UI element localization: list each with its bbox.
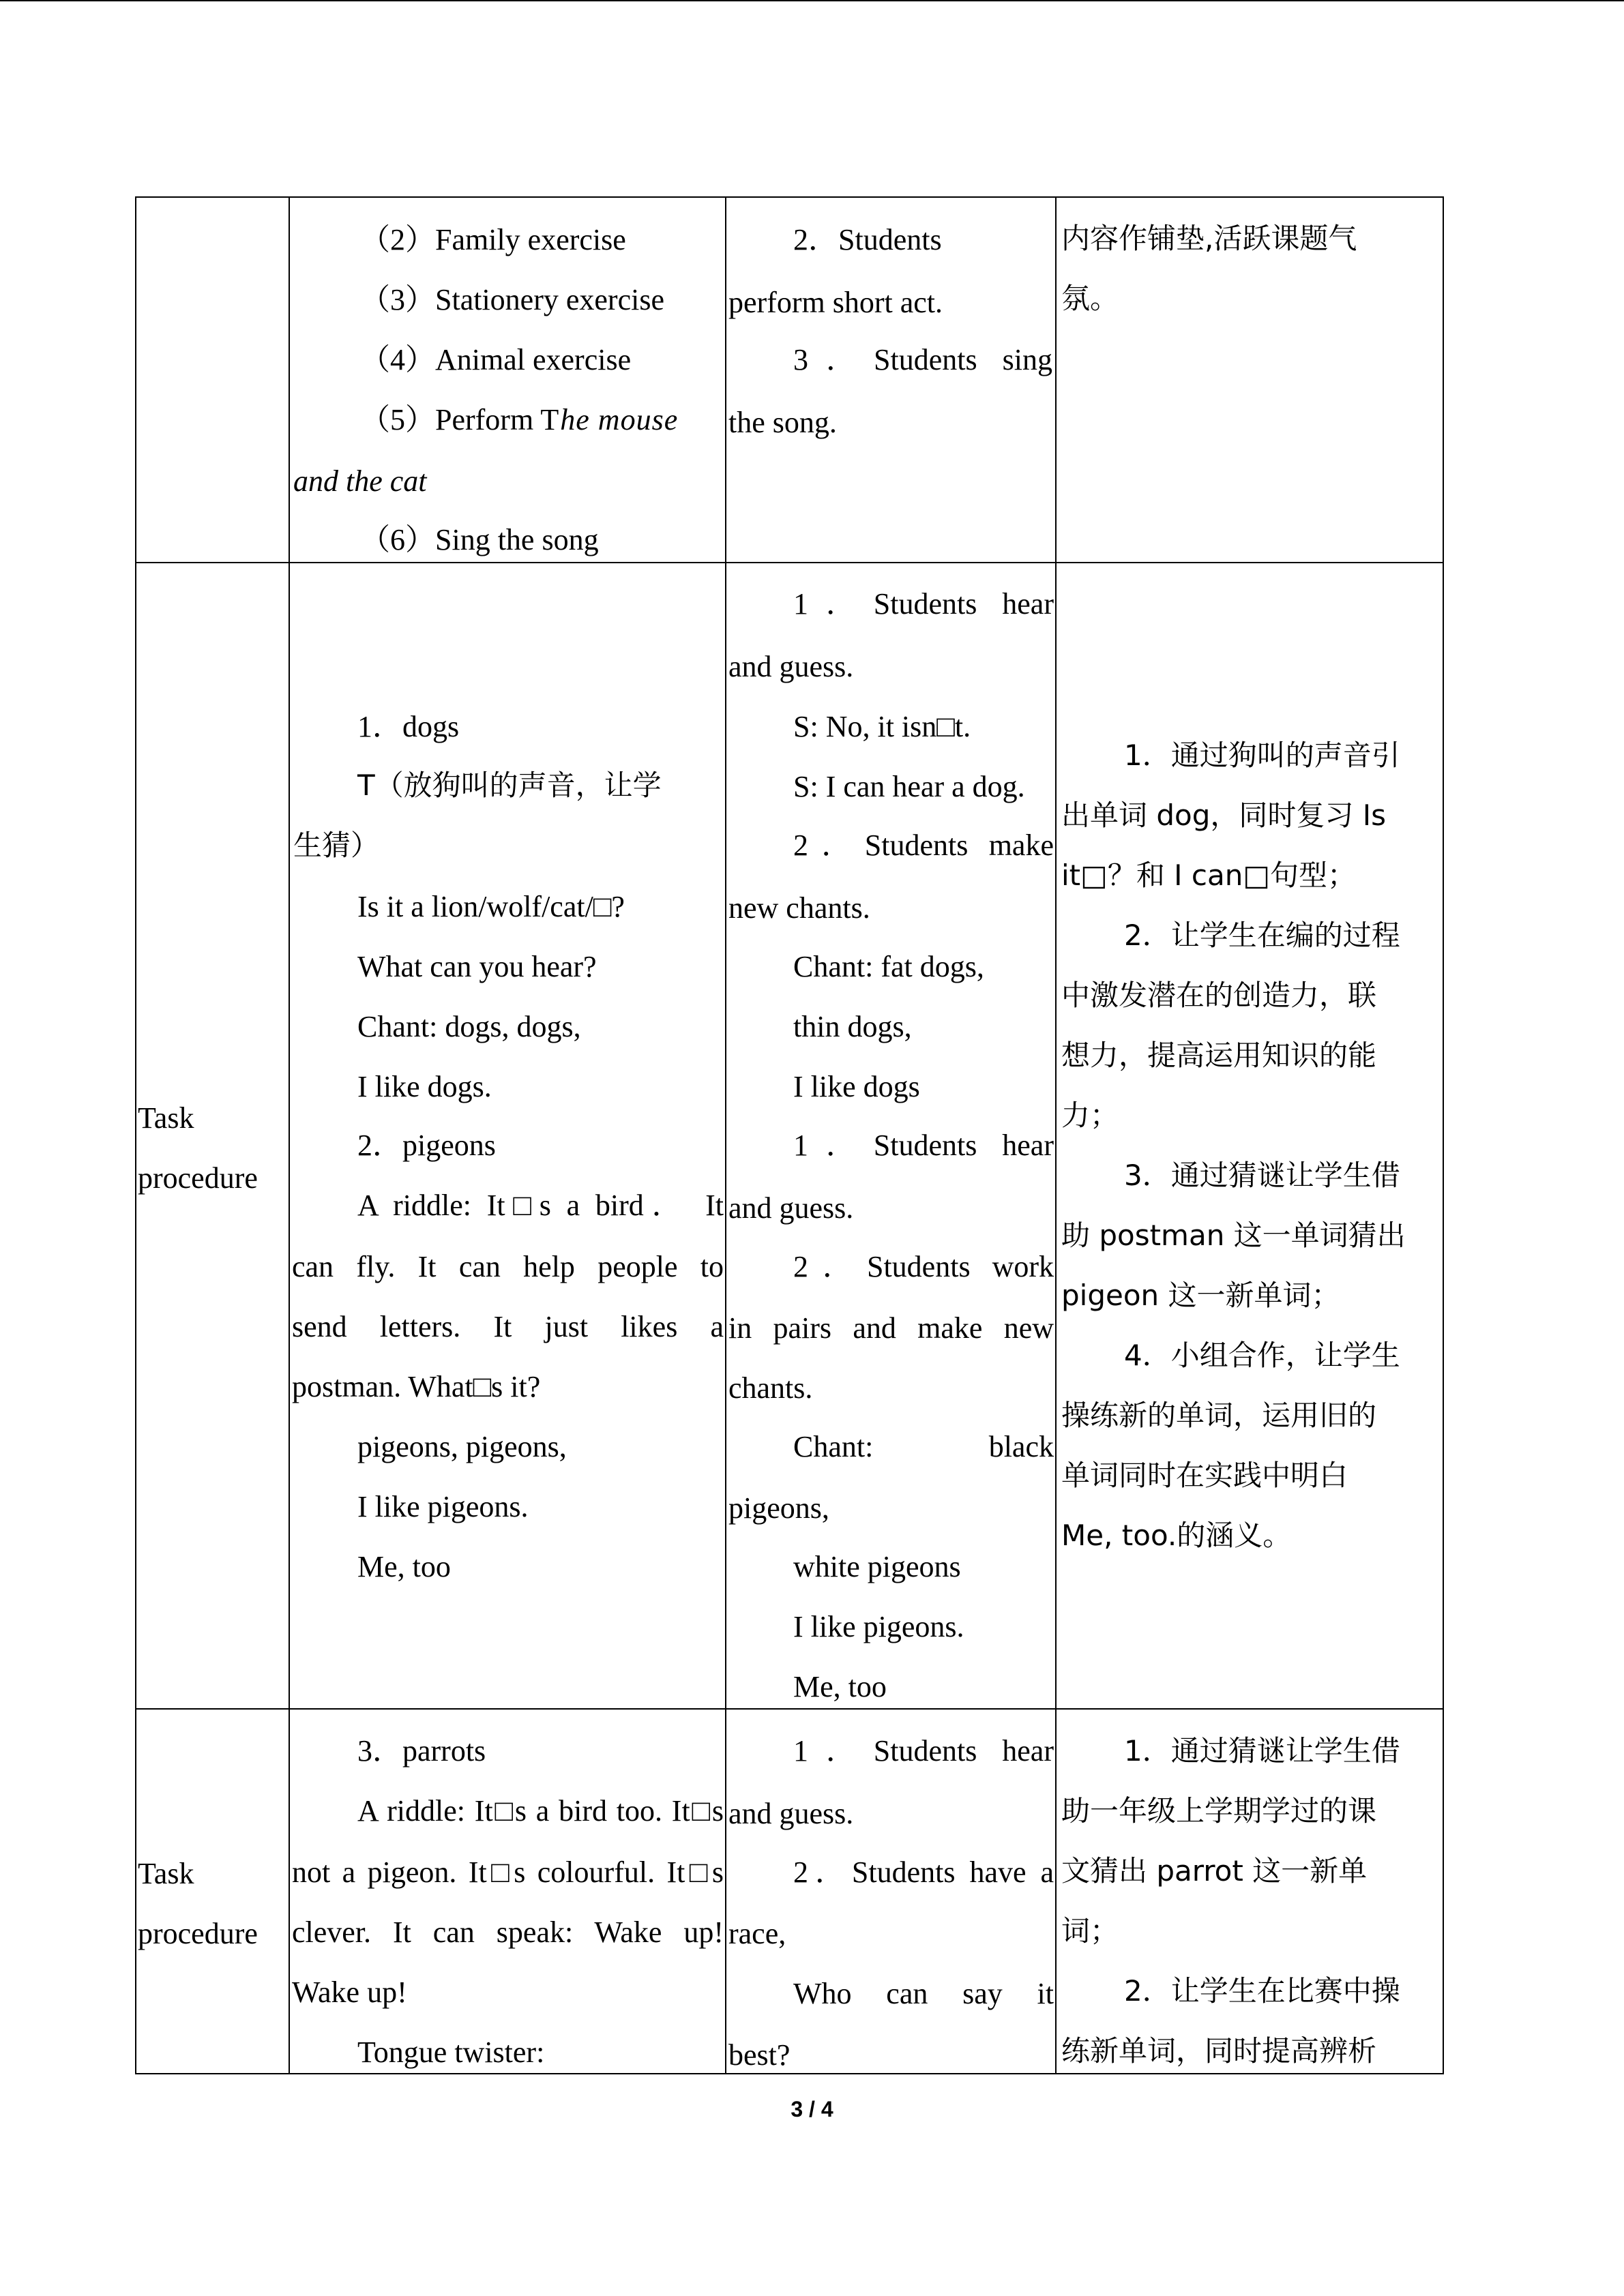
step-text: Me, too <box>357 1550 451 1583</box>
step-text: I like dogs. <box>357 1070 492 1103</box>
purpose-text: Me, too.的涵义。 <box>1061 1519 1292 1552</box>
column-border <box>1055 196 1057 2074</box>
row-divider <box>135 1708 1444 1710</box>
step-text: postman. What□s it? <box>292 1370 541 1403</box>
student-activity-text: and guess. <box>728 1797 854 1830</box>
step-text: Is it a lion/wolf/cat/□? <box>357 890 625 923</box>
purpose-text: 力； <box>1061 1099 1119 1132</box>
column-border <box>289 196 290 2074</box>
student-activity-text: perform short act. <box>728 286 943 319</box>
student-activity-text: new chants. <box>728 891 870 925</box>
student-activity-text: thin dogs, <box>793 1010 912 1043</box>
student-activity-line: 3．Students sing <box>793 343 1053 376</box>
student-activity-text: best? <box>728 2038 791 2072</box>
column-border <box>1443 196 1444 2074</box>
student-activity-line: 1．Students hear <box>793 1129 1054 1162</box>
student-activity-line: 1．Students hear <box>793 1734 1054 1768</box>
row-label: Task <box>138 1101 194 1135</box>
student-activity-text: and guess. <box>728 650 854 683</box>
step-text: can fly. It can help people to <box>292 1250 724 1283</box>
purpose-text: 2．让学生在编的过程 <box>1124 919 1400 952</box>
column-border <box>135 196 136 2074</box>
purpose-text: 1．通过猜谜让学生借 <box>1124 1734 1400 1768</box>
step-text: pigeons, pigeons, <box>357 1430 567 1463</box>
step-perform: （5）Perform The mouse <box>360 403 679 436</box>
student-activity-text: pigeons, <box>728 1491 829 1525</box>
purpose-text: 单词同时在实践中明白 <box>1061 1459 1348 1492</box>
student-activity-text: I like pigeons. <box>793 1610 964 1643</box>
step-text: Wake up! <box>292 1976 407 2009</box>
purpose-text: 1．通过狗叫的声音引 <box>1124 739 1400 772</box>
purpose-text: 操练新的单词，运用旧的 <box>1061 1399 1377 1432</box>
purpose-text: 内容作铺垫,活跃课题气 <box>1061 222 1357 255</box>
step-text: A riddle: It□s a bird too. It□s <box>357 1794 724 1828</box>
step-animal-exercise: （4）Animal exercise <box>360 343 632 376</box>
student-activity-text: white pigeons <box>793 1550 961 1583</box>
table-top-border <box>135 196 1444 198</box>
purpose-text: it□？和 I can□句型； <box>1061 859 1357 892</box>
step-text: Tongue twister: <box>357 2036 545 2069</box>
step-sing-song: （6）Sing the song <box>360 523 599 556</box>
purpose-text: 想力，提高运用知识的能 <box>1061 1039 1377 1072</box>
student-activity-text: Chant: fat dogs, <box>793 950 984 983</box>
purpose-text: 出单词 dog，同时复习 Is <box>1061 799 1386 832</box>
student-activity-text: 2．Students <box>793 223 942 256</box>
purpose-text: 2．让学生在比赛中操 <box>1124 1974 1400 2008</box>
step-text: What can you hear? <box>357 950 597 983</box>
row-divider <box>135 562 1444 563</box>
purpose-text: 助一年级上学期学过的课 <box>1061 1794 1377 1828</box>
student-activity-line: 2．Students work <box>793 1250 1054 1283</box>
step-text: 3．parrots <box>357 1734 486 1768</box>
step-family-exercise: （2）Family exercise <box>360 223 626 256</box>
step-text: send letters. It just likes a <box>292 1310 724 1343</box>
purpose-text: 中激发潜在的创造力，联 <box>1061 979 1377 1012</box>
step-text: 1．dogs <box>357 710 460 743</box>
purpose-text: pigeon 这一新单词； <box>1061 1279 1340 1312</box>
step-text: I like pigeons. <box>357 1490 529 1523</box>
purpose-text: 氛。 <box>1061 282 1119 315</box>
student-activity-line: 2．Students make <box>793 829 1054 862</box>
step-text: 生猜） <box>293 829 380 862</box>
student-activity-text: Who can say it <box>793 1977 1054 2010</box>
purpose-text: 词； <box>1061 1914 1119 1948</box>
student-activity-text: race, <box>728 1917 786 1950</box>
purpose-text: 助 postman 这一单词猜出 <box>1061 1219 1406 1252</box>
page-top-border <box>0 0 1624 1</box>
student-activity-text: 2．Students have a <box>793 1855 1054 1889</box>
step-text: A riddle: It□s a bird． It <box>357 1189 724 1222</box>
student-activity-text: I like dogs <box>793 1070 920 1103</box>
page-number: 3 / 4 <box>791 2097 833 2121</box>
step-text: not a pigeon. It□s colourful. It□s <box>292 1855 724 1889</box>
purpose-text: 4．小组合作，让学生 <box>1124 1339 1400 1372</box>
row-label: Task <box>138 1857 194 1890</box>
step-text: Chant: dogs, dogs, <box>357 1010 581 1043</box>
student-activity-text: the song. <box>728 406 837 439</box>
step-text: clever. It can speak: Wake up! <box>292 1915 724 1949</box>
student-activity-text: S: I can hear a dog. <box>793 770 1025 803</box>
student-activity-text: S: No, it isn□t. <box>793 710 971 743</box>
step-text: T（放狗叫的声音，让学 <box>357 769 662 802</box>
column-border <box>725 196 726 2074</box>
row-label: procedure <box>138 1161 258 1195</box>
student-activity-line: 1．Students hear <box>793 587 1054 621</box>
student-activity-line: Chant: black <box>793 1430 1054 1463</box>
student-activity-text: Me, too <box>793 1670 887 1703</box>
row-label: procedure <box>138 1917 258 1950</box>
step-perform-title-cont: and the cat <box>293 464 427 498</box>
step-text: 2．pigeons <box>357 1129 496 1162</box>
step-stationery-exercise: （3）Stationery exercise <box>360 283 664 316</box>
purpose-text: 文猜出 parrot 这一新单 <box>1061 1854 1368 1888</box>
student-activity-text: and guess. <box>728 1191 854 1225</box>
purpose-text: 练新单词，同时提高辨析 <box>1061 2034 1377 2068</box>
purpose-text: 3．通过猜谜让学生借 <box>1124 1159 1400 1192</box>
student-activity-text: chants. <box>728 1371 813 1405</box>
student-activity-text: in pairs and make new <box>728 1311 1054 1345</box>
